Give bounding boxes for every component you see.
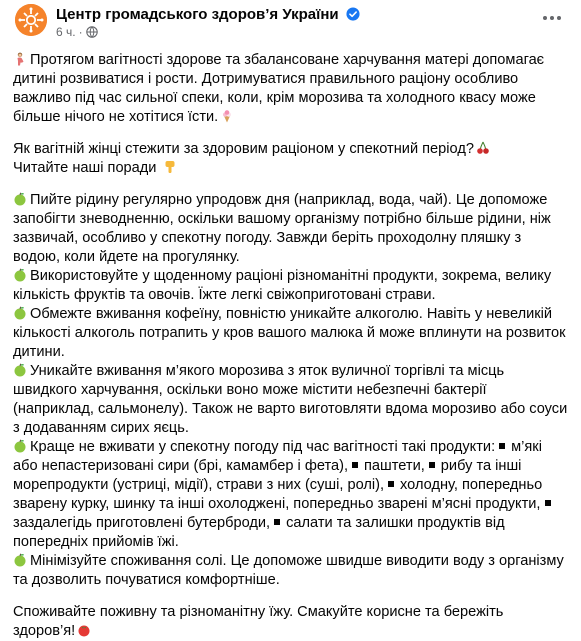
page-name-link[interactable]: Центр громадського здоров’я України: [56, 6, 339, 23]
green-apple-emoji: [13, 553, 27, 567]
green-apple-emoji: [13, 268, 27, 282]
tip-item: [13, 191, 568, 267]
post-timestamp[interactable]: 6 ч.: [56, 25, 76, 39]
black-small-square: [545, 500, 551, 506]
phc-logo-icon: [15, 4, 47, 36]
food-list-item: холодну, попередньо зварену курку, шинку та інші охолоджені, попередньо зварені м’ясні продукти,: [13, 477, 543, 512]
tip-item: [13, 552, 568, 590]
paragraph-gap: [13, 590, 568, 603]
post-intro: [13, 51, 568, 127]
post-body: [13, 51, 568, 641]
globe-icon[interactable]: [86, 26, 98, 38]
black-small-square: [274, 519, 280, 525]
tip-text: Пийте рідину регулярно упродовж дня (наприклад, вода, чай). Це допоможе запобігти зневодненню, оскільки вашому організму потрібно більше рідини, ніж зазвичай, особливо у спекотну погоду. Завжди беріть проходолну пляшку з водою, коли йдете на прогулянку.: [13, 192, 551, 265]
tip-item: [13, 267, 568, 305]
backhand-index-pointing-down-emoji: [163, 160, 177, 174]
green-apple-emoji: [13, 306, 27, 320]
green-apple-emoji: [13, 363, 27, 377]
tip-text: Використовуйте у щоденному раціоні різноманітні продукти, зокрема, велику кількість фруктів та овочів. Їжте легкі свіжоприготовані страви.: [13, 268, 552, 303]
food-list-item: заздалегідь приготовлені бутерброди,: [13, 515, 271, 531]
outro-text: Споживайте поживну та різноманітну їжу. Смакуйте корисне та бережіть здоров’я!: [13, 604, 504, 639]
read-tips-text: Читайте наші поради: [13, 160, 157, 176]
question-text: Як вагітній жінці стежити за здоровим раціоном у спекотний період?: [13, 141, 474, 157]
tip-text: Мінімізуйте споживання солі. Це допоможе швидше виводити воду з організму та дозволить почуватися комфортніше.: [13, 553, 564, 588]
food-list-item: паштети,: [364, 458, 425, 474]
tomato-emoji: [77, 623, 91, 637]
page-avatar[interactable]: [15, 4, 47, 36]
food-list-item: салати та залишки продуктів від попередніх прийомів їжі.: [13, 515, 505, 550]
tip-item: [13, 305, 568, 362]
tip-text: Краще не вживати у спекотну погоду під час вагітності такі продукти:: [30, 439, 496, 455]
ice-cream-emoji: [220, 109, 234, 123]
tip-item: [13, 438, 568, 552]
tip-item: [13, 362, 568, 438]
verified-badge-icon: [346, 7, 360, 21]
tip-text: Обмежте вживання кофеїну, повністю уникайте алкоголю. Навіть у невеликій кількості алкоголь потрапить у кров вашого малюка й може вплинути на розвиток дитини.: [13, 306, 566, 360]
cherries-emoji: [476, 141, 490, 155]
tip-text: Уникайте вживання м’якого морозива з яток вуличної торгівлі та місць швидкого харчування, оскільки воно може містити небезпечні бактерії (наприклад, сальмонелу). Також не варто виготовляти вдома морозиво або соуси з додаванням сирих яєць.: [13, 363, 568, 436]
food-list-item: м’які або непастеризовані сири (брі, камамбер і фета),: [13, 439, 542, 474]
black-small-square: [388, 481, 394, 487]
paragraph-gap: [13, 178, 568, 191]
post-question: [13, 140, 568, 178]
black-small-square: [352, 462, 358, 468]
green-apple-emoji: [13, 192, 27, 206]
more-options-icon[interactable]: [538, 8, 566, 28]
black-small-square: [499, 443, 505, 449]
black-small-square: [429, 462, 435, 468]
food-list-item: рибу та інші морепродукти (устриці, мідії), страви з них (суші, ролі),: [13, 458, 522, 493]
green-apple-emoji: [13, 439, 27, 453]
meta-separator: ·: [78, 25, 83, 39]
post-header: [0, 0, 581, 44]
intro-text: Протягом вагітності здорове та збалансоване харчування матері допомагає дитині розвиватися і рости. Дотримуватися правильного раціону особливо важливо під час сильної спеки, коли, крім морозива та холодного квасу може більше нічого не хотітися їсти.: [13, 52, 545, 125]
post-meta: [56, 25, 98, 39]
post-outro: [13, 603, 568, 641]
paragraph-gap: [13, 127, 568, 140]
pregnant-woman-emoji: [13, 52, 27, 66]
